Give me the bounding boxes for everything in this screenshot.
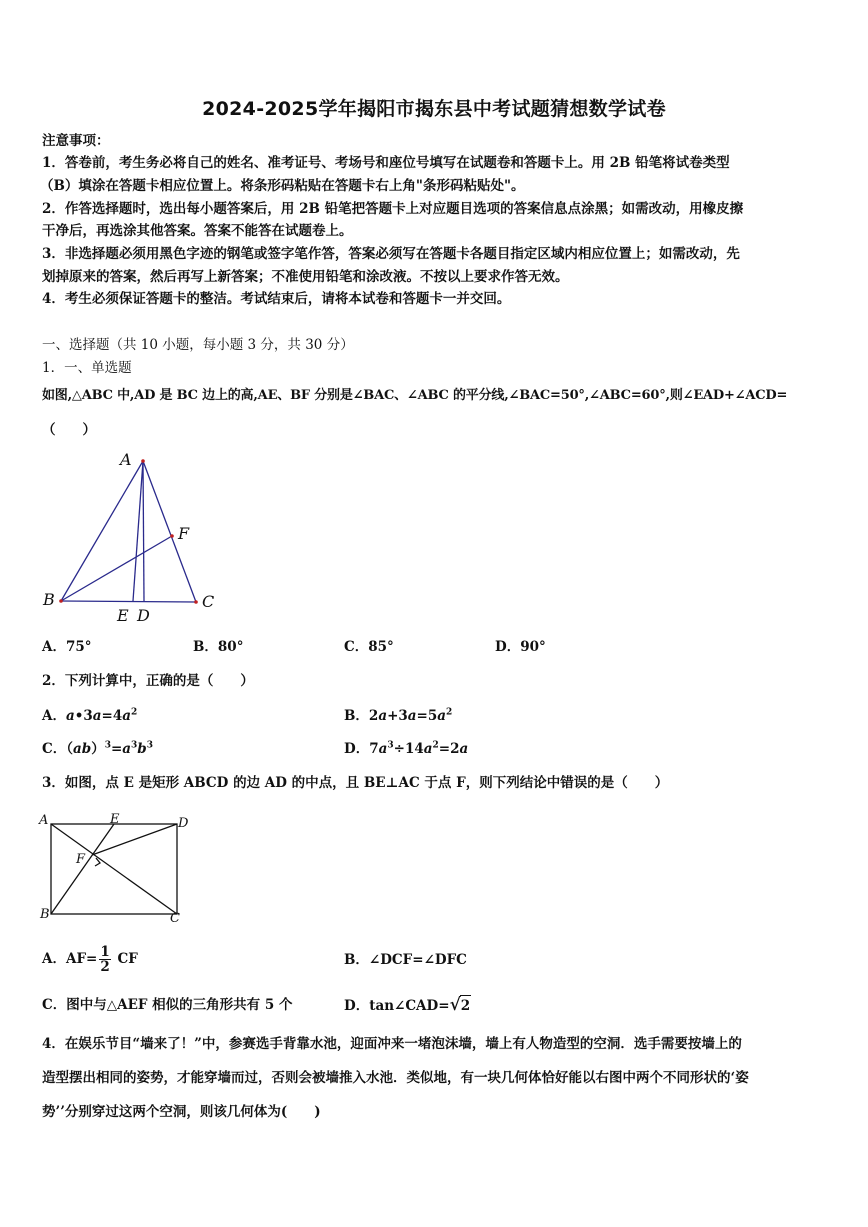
- segment-be: [51, 824, 114, 914]
- bisector-bf: [61, 536, 172, 601]
- q3-option-b: B．∠DCF=∠DFC: [344, 952, 467, 968]
- segment-fd: [92, 824, 177, 855]
- label-d: D: [178, 816, 189, 831]
- label-a: A: [39, 813, 49, 828]
- question-4-line: 势’’分别穿过这两个空洞，则该几何体为( ): [42, 1104, 321, 1120]
- q3-option-d: D．tan∠CAD=√2: [344, 995, 471, 1015]
- label-b: B: [40, 907, 50, 922]
- notes-line: （B）填涂在答题卡相应位置上。将条形码粘贴在答题卡右上角"条形码粘贴处"。: [40, 178, 525, 194]
- notes-header: 注意事项：: [42, 133, 110, 149]
- notes-line: 3．非选择题必须用黑色字迹的钢笔或签字笔作答，答案必须写在答题卡各题目指定区域内相应位置上；如需改动，先: [42, 246, 740, 262]
- q2-option-a: A．$a•3a=4a^2$: [42, 707, 138, 724]
- rectangle-abcd-figure: [38, 810, 198, 928]
- triangle-abc-figure: [40, 448, 230, 628]
- question-type: 1．一、单选题: [42, 360, 132, 376]
- q1-option-b: B．80°: [193, 639, 244, 655]
- edge-ab: [61, 461, 143, 601]
- q1-option-c: C．85°: [344, 639, 394, 655]
- label-f: F: [76, 852, 86, 867]
- point-b: [59, 599, 63, 603]
- notes-line: 干净后，再选涂其他答案。答案不能答在试题卷上。: [42, 223, 353, 239]
- notes-line: 4．考生必须保证答题卡的整洁。考试结束后，请将本试卷和答题卡一并交回。: [42, 291, 511, 307]
- q2-option-b: B．$2a+3a=5a^2$: [344, 707, 453, 724]
- q3-option-c: C．图中与△AEF 相似的三角形共有 5 个: [42, 997, 293, 1013]
- q2-option-c: C．$(ab)^3=a^3b^3$: [42, 740, 153, 757]
- label-e: E: [117, 606, 129, 625]
- diagonal-ac: [51, 824, 177, 914]
- question-3-stem: 3．如图，点 E 是矩形 ABCD 的边 AD 的中点，且 BE⊥AC 于点 F，则下列结论中错误的是（ ）: [42, 775, 669, 791]
- question-4-line: 造型摆出相同的姿势，才能穿墙而过，否则会被墙推入水池．类似地，有一块几何体恰好能以右图中两个不同形状的‘姿: [42, 1070, 749, 1086]
- notes-line: 划掉原来的答案，然后再写上新答案；不准使用铅笔和涂改液。不按以上要求作答无效。: [42, 269, 569, 285]
- question-1-paren: （ ）: [42, 422, 96, 438]
- q1-option-a: A．75°: [42, 639, 92, 655]
- q3-option-a: A．AF= $\frac{1}{2}$ CF: [42, 944, 138, 975]
- point-f: [170, 534, 174, 538]
- q1-option-d: D．90°: [495, 639, 546, 655]
- q2-option-d: D．$7a^3\div 14a^2=2a$: [344, 740, 469, 757]
- bisector-ae: [133, 461, 143, 601]
- question-1-stem: 如图,△ABC 中,AD 是 BC 边上的高,AE、BF 分别是∠BAC、∠ABC 的平分线,∠BAC=50°,∠ABC=60°,则∠EAD+∠ACD=: [42, 388, 788, 403]
- label-d: D: [137, 606, 150, 625]
- question-2-stem: 2．下列计算中，正确的是（ ）: [42, 673, 254, 689]
- label-c: C: [170, 911, 180, 926]
- label-c: C: [202, 592, 215, 611]
- label-e: E: [110, 812, 120, 827]
- label-b: B: [43, 590, 55, 609]
- page-title: 2024-2025学年揭阳市揭东县中考试题猜想数学试卷: [202, 98, 666, 120]
- question-4-line: 4．在娱乐节目“墙来了！”中，参赛选手背靠水池，迎面冲来一堵泡沫墙，墙上有人物造型的空洞．选手需要按墙上的: [42, 1036, 742, 1052]
- altitude-ad: [143, 461, 144, 601]
- notes-line: 2．作答选择题时，选出每小题答案后，用 2B 铅笔把答题卡上对应题目选项的答案信息点涂黑；如需改动，用橡皮擦: [42, 201, 744, 217]
- section-heading: 一、选择题（共 10 小题，每小题 3 分，共 30 分）: [42, 337, 354, 353]
- point-a: [141, 459, 145, 463]
- label-a: A: [120, 450, 132, 469]
- edge-bc: [61, 601, 196, 602]
- label-f: F: [178, 524, 190, 543]
- notes-line: 1．答卷前，考生务必将自己的姓名、准考证号、考场号和座位号填写在试题卷和答题卡上。用 2B 铅笔将试卷类型: [42, 155, 730, 171]
- point-c: [194, 600, 198, 604]
